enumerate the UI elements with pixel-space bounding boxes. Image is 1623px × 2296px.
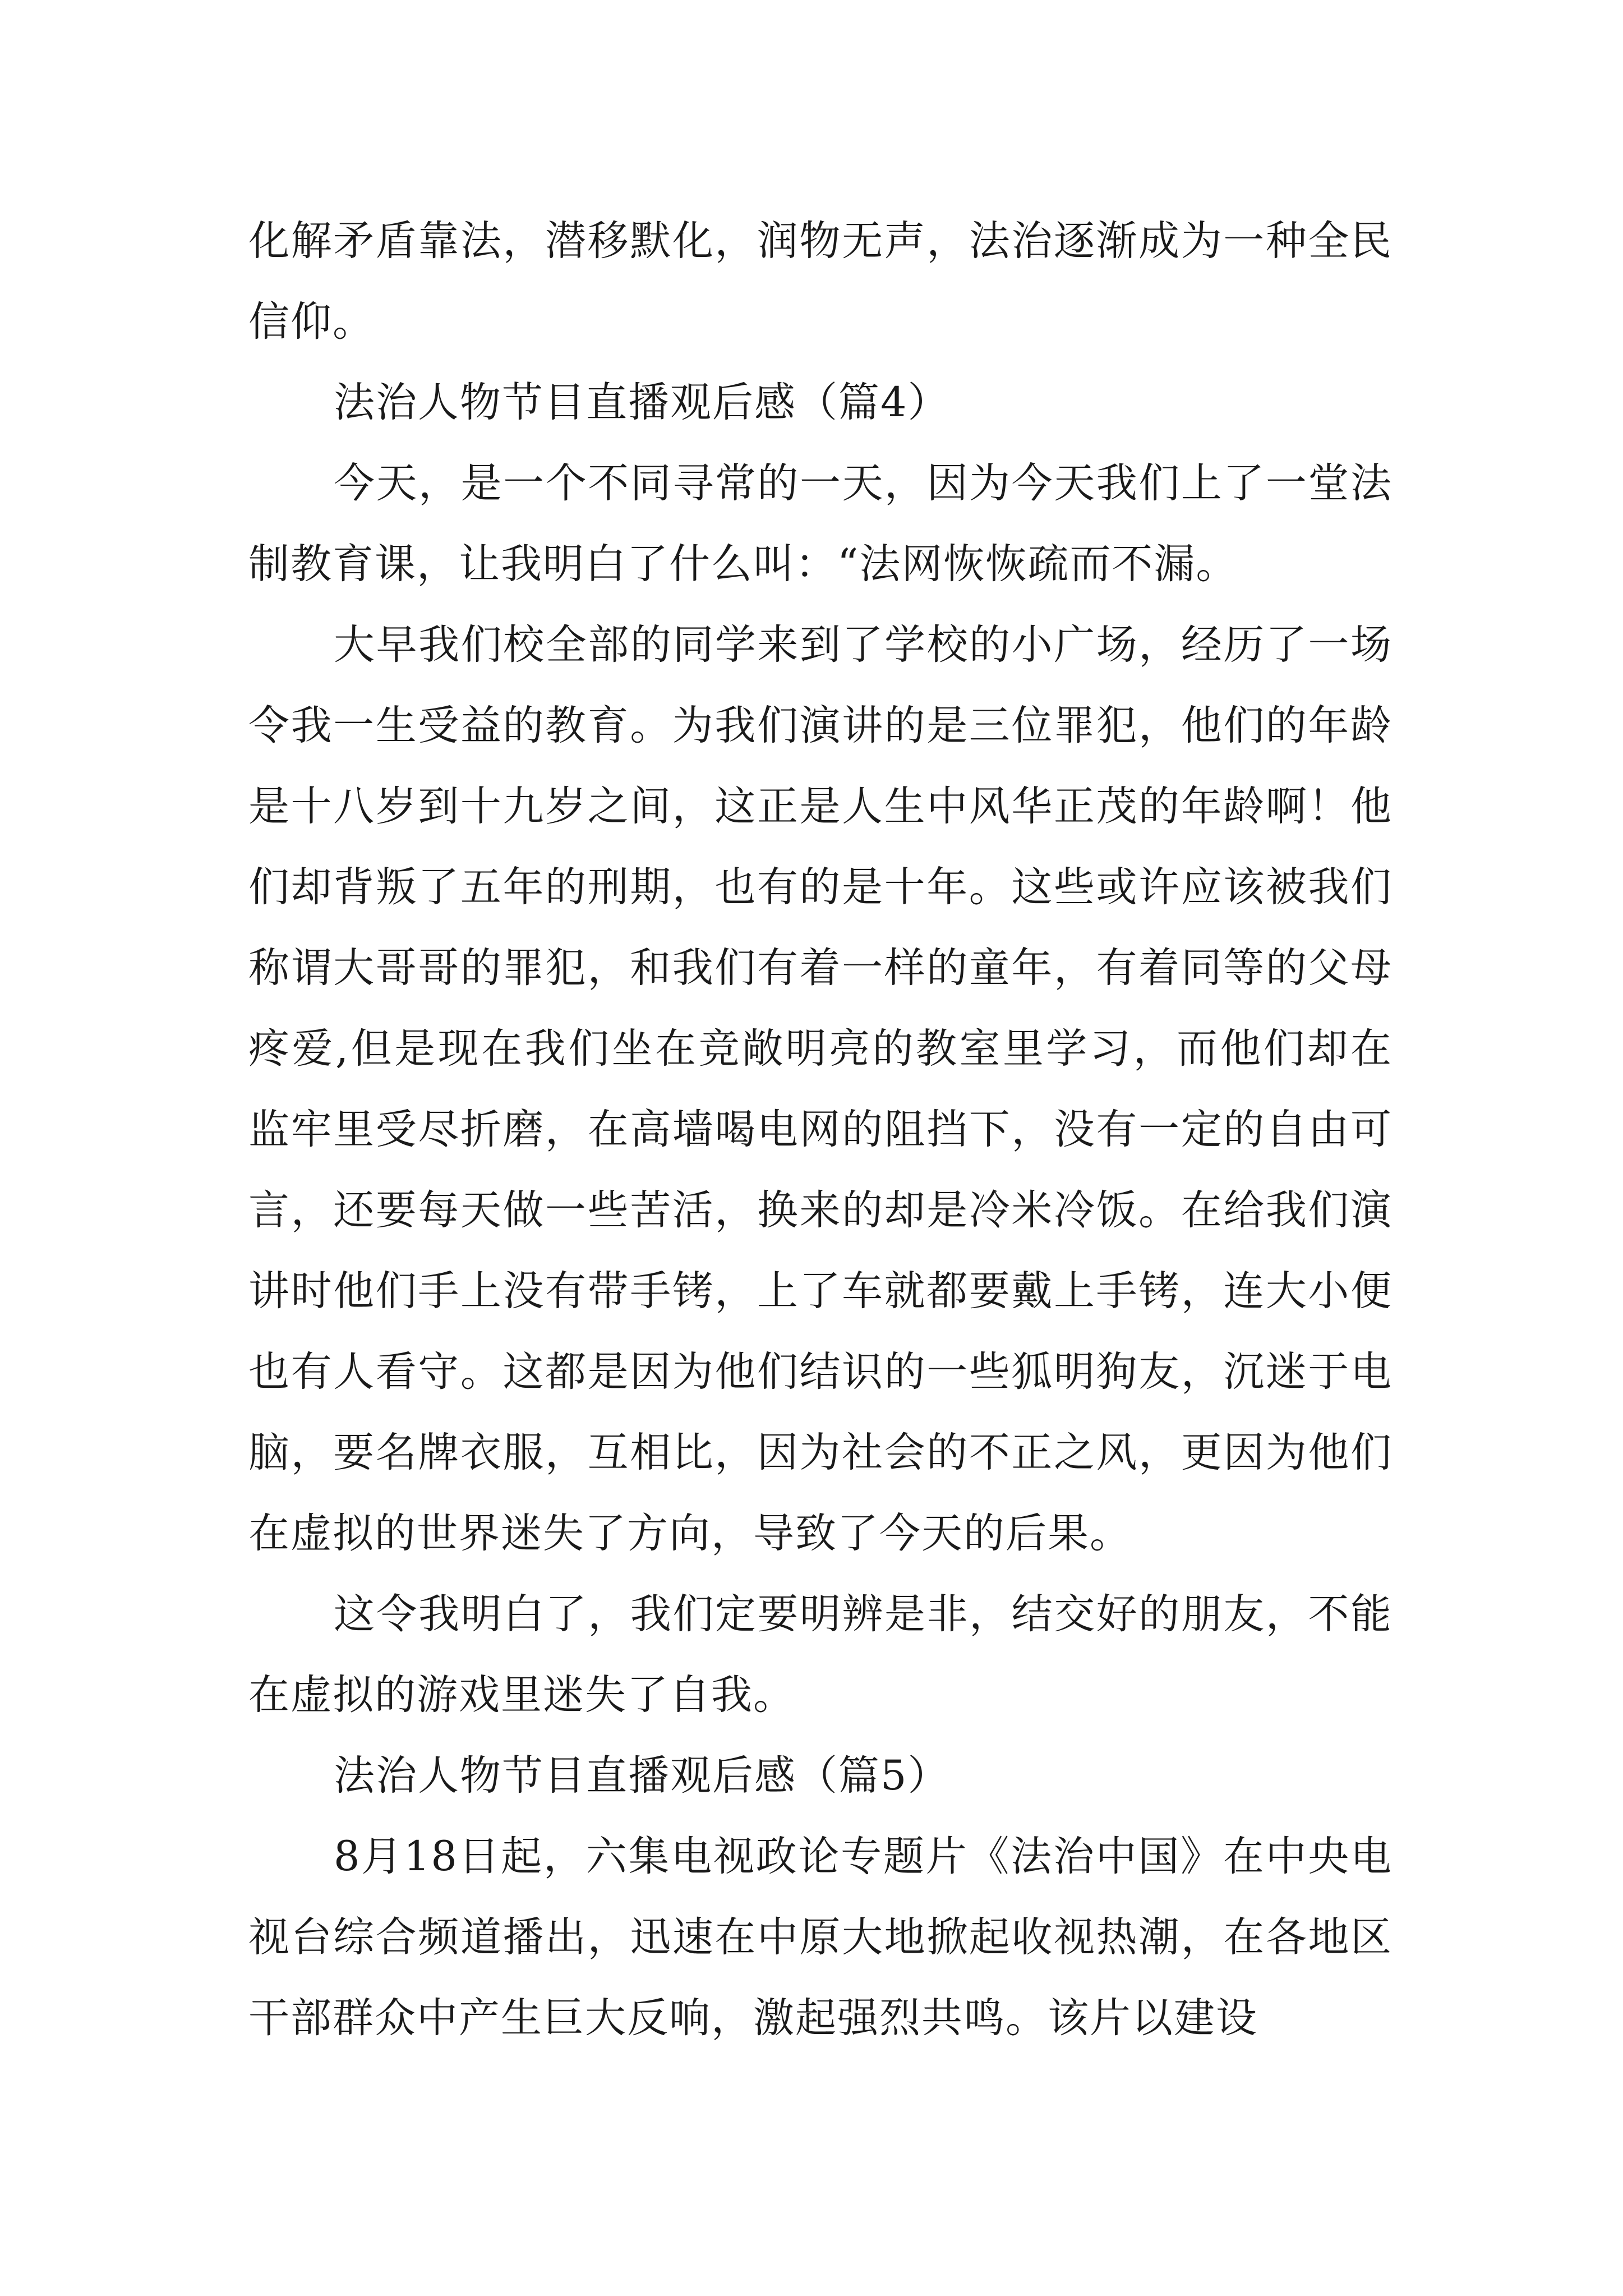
paragraph-lesson: 这令我明白了，我们定要明辨是非，结交好的朋友，不能在虚拟的游戏里迷失了自我。 — [248, 1590, 1393, 1719]
section-heading-part-4: 法治人物节目直播观后感（篇4） — [334, 379, 950, 426]
paragraph-broadcast: 8月18日起，六集电视政论专题片《法治中国》在中央电视台综合频道播出，迅速在中原大地掀起收视热潮，在各地区干部群众中产生巨大反响，激起强烈共鸣。该片以建设 — [248, 1833, 1393, 2042]
paragraph-morning-assembly: 大早我们校全部的同学来到了学校的小广场，经历了一场令我一生受益的教育。为我们演讲的是三位罪犯，他们的年龄是十八岁到十九岁之间，这正是人生中风华正茂的年龄啊！他们却背叛了五年的刑期，也有的是十年。这些或许应该被我们称谓大哥哥的罪犯，和我们有着一样的童年，有着同等的父母疼爱,但是现在我们坐在竞敞明亮的教室里学习，而他们却在监牢里受尽折磨，在高墙喝电网的阻挡下，没有一定的自由可言，还要每天做一些苦活，换来的却是冷米冷饭。在给我们演讲时他们手上没有带手铐，上了车就都要戴上手铐，连大小便也有人看守。这都是因为他们结识的一些狐明狗友，沉迷于电脑，要名牌衣服，互相比，因为社会的不正之风，更因为他们在虚拟的世界迷失了方向，导致了今天的后果。 — [248, 621, 1393, 1557]
paragraph-closing-text: 化解矛盾靠法，潜移默化，润物无声，法治逐渐成为一种全民信仰。 — [248, 217, 1393, 346]
section-heading-part-5: 法治人物节目直播观后感（篇5） — [334, 1752, 950, 1800]
document-body — [248, 201, 1393, 2059]
paragraph-today: 今天，是一个不同寻常的一天，因为今天我们上了一堂法制教育课，让我明白了什么叫：“法网恢恢疏而不漏。 — [248, 459, 1393, 588]
